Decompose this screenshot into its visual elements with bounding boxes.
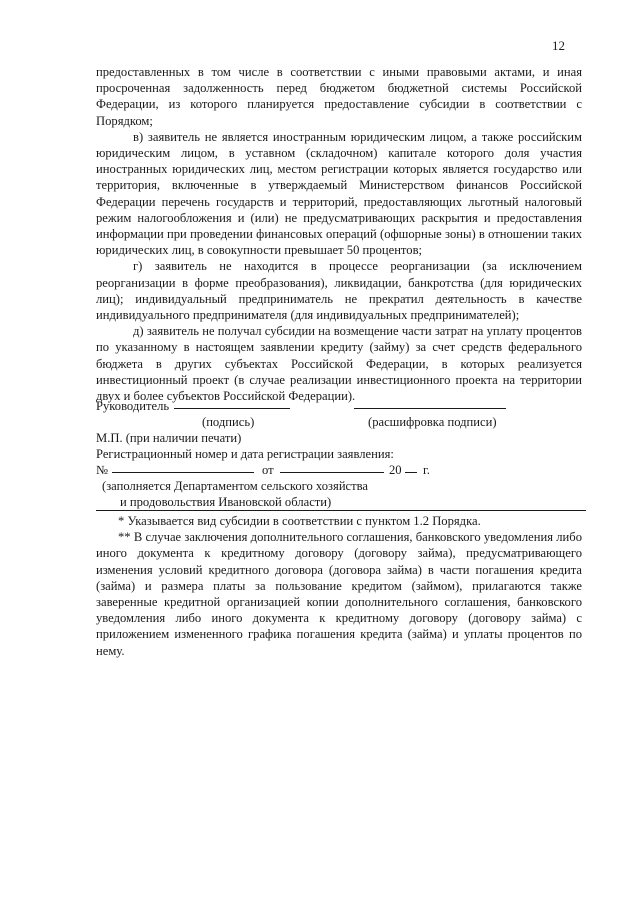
- year-line[interactable]: [405, 462, 417, 473]
- paragraph-d: д) заявитель не получал субсидии на возмещение части затрат на уплату процентов по указанному в настоящем заявлении кредиту (займу) за счет средств федерального бюджета в других субъектах Российской Федерации, в которых реализуется инвестиционный проект (в случае реализации инвестиционного проекта на территории двух и более субъектов Российской Федерации).: [96, 324, 582, 404]
- footnotes: [96, 513, 582, 659]
- year-suffix: г.: [423, 463, 430, 477]
- decoding-line[interactable]: [354, 398, 506, 409]
- filled-by-row-1: [96, 478, 586, 494]
- signature-block: [96, 398, 586, 510]
- stamp-row: [96, 430, 586, 446]
- paragraph-v: в) заявитель не является иностранным юридическим лицом, а также российским юридическим лицом, в уставном (складочном) капитале которого доля участия иностранных юридических лиц, местом регистрации которых является государство или территория, включенные в утверждаемый Министерством финансов Российской Федерации перечень государств и территорий, предоставляющих льготный налоговый режим налогообложения и (или) не предусматривающих раскрытия и предоставления информации при проведении финансовых операций (офшорные зоны) в отношении таких юридических лиц, в совокупности превышает 50 процентов;: [96, 129, 582, 258]
- filled-by-line1: (заполняется Департаментом сельского хозяйства: [102, 479, 369, 493]
- filled-by-line2: и продовольствия Ивановской области): [120, 495, 332, 509]
- head-signature-row: [96, 398, 586, 414]
- registration-date-line[interactable]: [280, 462, 384, 473]
- registration-label: Регистрационный номер и дата регистрации заявления:: [96, 447, 394, 461]
- captions-row: [96, 414, 586, 430]
- year-prefix: 20: [389, 463, 402, 477]
- filled-by-row-2: [96, 494, 586, 510]
- footnote-1: * Указывается вид субсидии в соответствии с пунктом 1.2 Порядка.: [118, 514, 481, 528]
- registration-row: [96, 446, 586, 462]
- signature-caption: (подпись): [202, 415, 255, 429]
- registration-number-line[interactable]: [112, 462, 254, 473]
- page-number: 12: [552, 38, 565, 53]
- paragraph-continuation: предоставленных в том числе в соответствии с иными правовыми актами, и иная просроченная задолженность перед бюджетом бюджетной системы Российской Федерации, из которого планируется предоставление субсидии в соответствии с Порядком;: [96, 65, 582, 128]
- paragraph-g: г) заявитель не находится в процессе реорганизации (за исключением реорганизации в форме преобразования), ликвидации, банкротства (для юридических лиц); индивидуальный предприниматель не прекратил деятельность в качестве индивидуального предпринимателя (для индивидуальных предпринимателей);: [96, 259, 582, 323]
- decoding-caption: (расшифровка подписи): [368, 415, 497, 429]
- head-label: Руководитель: [96, 399, 170, 413]
- registration-number-row: [96, 462, 586, 478]
- stamp-label: М.П. (при наличии печати): [96, 431, 242, 445]
- conditions-text: [96, 64, 582, 404]
- signature-line[interactable]: [174, 398, 290, 409]
- number-prefix: №: [96, 463, 109, 477]
- footnote-divider: [96, 510, 586, 511]
- date-from: от: [262, 463, 274, 477]
- footnote-2: ** В случае заключения дополнительного соглашения, банковского уведомления либо иного документа к кредитному договору (договору займа), предусматривающего изменения условий кредитного договора (договора займа) в части погашения кредита (займа) и размера платы за пользование кредитом (займом), прилагаются также заверенные кредитной организацией копии дополнительного соглашения, банковского уведомления либо иного документа к кредитному договору (договору займа) с приложением измененного графика погашения кредита (займа) и уплаты процентов по нему.: [96, 530, 582, 658]
